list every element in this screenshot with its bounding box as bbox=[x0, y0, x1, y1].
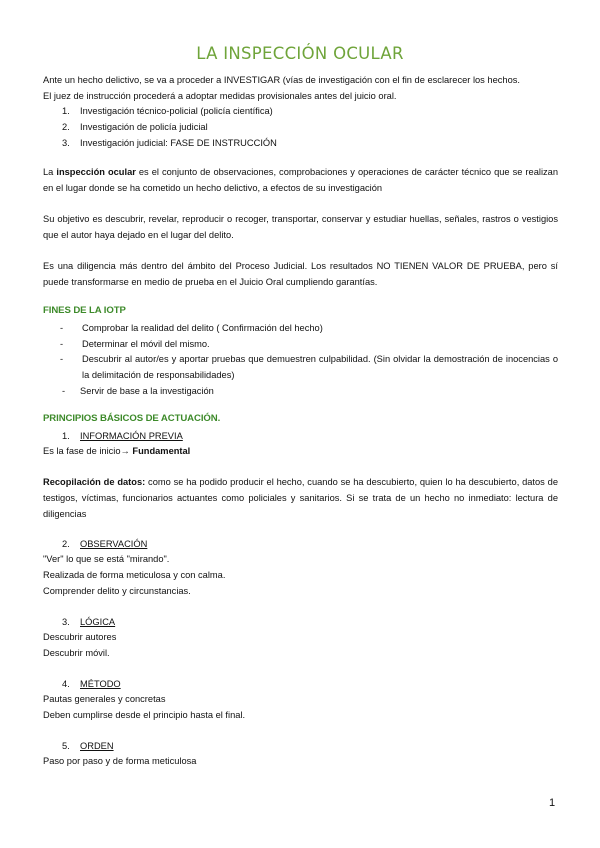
section-label: INFORMACIÓN PREVIA bbox=[80, 431, 183, 441]
definition-term: inspección ocular bbox=[56, 167, 136, 177]
dash-marker: - bbox=[62, 386, 66, 396]
recopilacion-paragraph bbox=[43, 474, 558, 522]
list-text: Determinar el móvil del mismo. bbox=[82, 339, 210, 349]
section-2-line-2: Realizada de forma meticulosa y con calma. bbox=[43, 570, 226, 580]
intro-line-2: El juez de instrucción procederá a adoptar medidas provisionales antes del juicio oral. bbox=[43, 91, 397, 101]
section-label: LÓGICA bbox=[80, 617, 116, 627]
definition-pre: La bbox=[43, 167, 57, 177]
dash-marker: - bbox=[60, 323, 64, 333]
section-number: 5. bbox=[62, 741, 70, 751]
arrow-icon: → bbox=[120, 446, 130, 456]
section-5-line-1: Paso por paso y de forma meticulosa bbox=[43, 756, 197, 766]
objective-paragraph: Su objetivo es descubrir, revelar, reproducir o recoger, transportar, conservar y estudiar huellas, señales, rastros o vestigios que el autor haya dejado en el lugar del delito. bbox=[43, 214, 558, 240]
principles-heading: PRINCIPIOS BÁSICOS DE ACTUACIÓN. bbox=[43, 413, 221, 424]
section-number: 1. bbox=[62, 431, 70, 441]
recopilacion-rest: como se ha podido producir el hecho, cuando se ha descubierto, quien lo ha descubierto, datos de testigos, víctimas, funcionarios actuantes como policiales y sanitarios. Si se trata de un hecho no inmediato: lectura de diligencias bbox=[43, 477, 558, 519]
recopilacion-term: Recopilación de datos: bbox=[43, 477, 146, 487]
page-number: 1 bbox=[549, 797, 556, 809]
list-text: Servir de base a la investigación bbox=[80, 386, 214, 396]
section-3-line-1: Descubrir autores bbox=[43, 632, 117, 642]
dash-marker: - bbox=[60, 354, 64, 364]
section-4-line-2: Deben cumplirse desde el principio hasta el final. bbox=[43, 710, 246, 720]
list-text: Investigación técnico-policial (policía científica) bbox=[80, 106, 273, 116]
section-number: 2. bbox=[62, 539, 70, 549]
list-text: Descubrir al autor/es y aportar pruebas que demuestren culpabilidad. (Sin olvidar la demostración de inocencias o la delimitación de responsabilidades) bbox=[82, 354, 558, 380]
list-text: Investigación judicial: FASE DE INSTRUCCIÓN bbox=[80, 138, 277, 148]
diligence-paragraph: Es una diligencia más dentro del ámbito del Proceso Judicial. Los resultados NO TIENEN VALOR DE PRUEBA, pero sí puede transformarse en medio de prueba en el Juicio Oral cumpliendo garantías. bbox=[43, 261, 558, 287]
section-2-line-1: "Ver" lo que se está "mirando". bbox=[43, 554, 170, 564]
fundamental-text: Fundamental bbox=[129, 446, 191, 456]
definition-paragraph bbox=[43, 164, 558, 196]
list-number: 3. bbox=[62, 138, 70, 148]
list-number: 2. bbox=[62, 122, 70, 132]
section-label: OBSERVACIÓN bbox=[80, 539, 148, 549]
section-1-line bbox=[43, 443, 558, 459]
dash-marker: - bbox=[60, 339, 64, 349]
section-number: 4. bbox=[62, 679, 70, 689]
section-number: 3. bbox=[62, 617, 70, 627]
section-2-line-3: Comprender delito y circunstancias. bbox=[43, 586, 191, 596]
list-number: 1. bbox=[62, 106, 70, 116]
section-4-line-1: Pautas generales y concretas bbox=[43, 694, 166, 704]
fines-heading: FINES DE LA IOTP bbox=[43, 305, 126, 316]
document-title: LA INSPECCIÓN OCULAR bbox=[196, 44, 404, 63]
intro-line-1: Ante un hecho delictivo, se va a proceder a INVESTIGAR (vías de investigación con el fin de esclarecer los hechos. bbox=[43, 75, 520, 85]
section-3-line-2: Descubrir móvil. bbox=[43, 648, 110, 658]
definition-rest: es el conjunto de observaciones, comprobaciones y operaciones de carácter técnico que se realizan en el lugar donde se ha cometido un hecho delictivo, a efectos de su investigación bbox=[43, 167, 558, 193]
section-label: ORDEN bbox=[80, 741, 114, 751]
section-label: MÉTODO bbox=[80, 679, 121, 689]
inicio-text: Es la fase de inicio bbox=[43, 446, 121, 456]
list-text: Investigación de policía judicial bbox=[80, 122, 208, 132]
list-text: Comprobar la realidad del delito ( Confirmación del hecho) bbox=[82, 323, 323, 333]
